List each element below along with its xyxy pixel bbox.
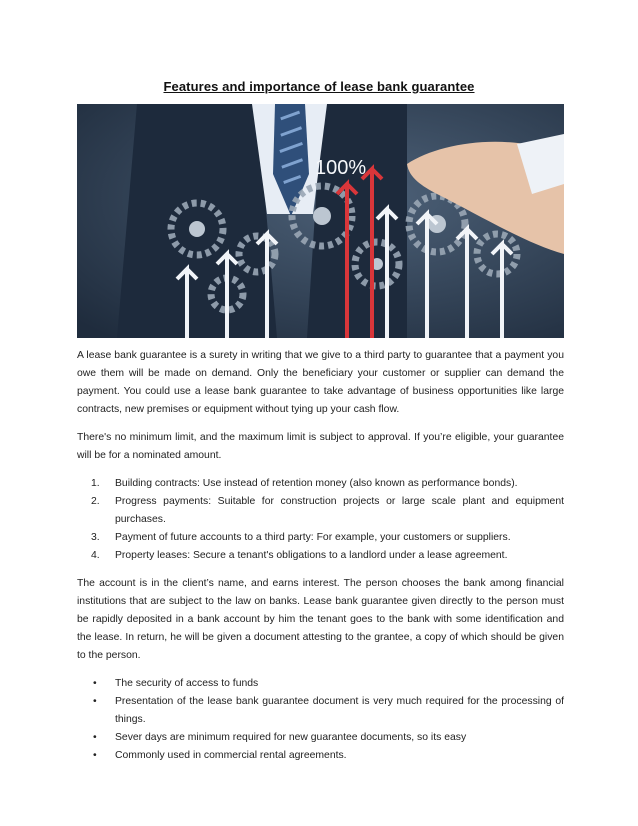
- numbered-list-item: [91, 493, 564, 529]
- bullet-icon: •: [93, 678, 97, 689]
- list-item-text: Payment of future accounts to a third party: For example, your customers or suppliers.: [115, 532, 511, 543]
- list-item-text: The security of access to funds: [115, 678, 259, 689]
- numbered-list-item: [91, 475, 564, 493]
- list-item-text: Commonly used in commercial rental agreements.: [115, 750, 347, 761]
- list-item-text: Property leases: Secure a tenant's obligations to a landlord under a lease agreement.: [115, 550, 508, 561]
- bullet-icon: •: [93, 750, 97, 761]
- numbered-list-item: [91, 547, 564, 565]
- bullet-list-item: [93, 675, 564, 693]
- bullet-list-item: [93, 747, 564, 765]
- list-number: 2.: [91, 496, 100, 507]
- hero-label: 100%: [315, 157, 367, 179]
- list-number: 4.: [91, 550, 100, 561]
- list-item-text: Presentation of the lease bank guarantee document is very much required for the processing of things.: [115, 696, 564, 725]
- bullet-icon: •: [93, 732, 97, 743]
- page-title: Features and importance of lease bank guarantee: [163, 79, 475, 94]
- hero-image: [77, 104, 564, 338]
- list-number: 1.: [91, 478, 100, 489]
- document-body: [77, 347, 564, 775]
- account-paragraph: The account is in the client’s name, and earns interest. The person chooses the bank among financial institutions that are subject to the law on banks. Lease bank guarantee given directly to the person must be rapidly deposited in a bank account by him the tenant goes to the bank with some identification and the lease. In return, he will be given a document attesting to the grantee, a copy of which should be given to the person.: [77, 578, 564, 661]
- limit-paragraph: There's no minimum limit, and the maximum limit is subject to approval. If you’re eligible, your guarantee will be for a nominated amount.: [77, 432, 564, 461]
- bullet-list-item: [93, 693, 564, 729]
- intro-paragraph: A lease bank guarantee is a surety in writing that we give to a third party to guarantee that a payment you owe them will be made on demand. Only the beneficiary your customer or supplier can demand the payment. You could use a lease bank guarantee to take advantage of business opportunities like large contracts, new premises or equipment without tying up your cash flow.: [77, 350, 564, 415]
- bullet-list-item: [93, 729, 564, 747]
- numbered-list-item: [91, 529, 564, 547]
- numbered-list: [77, 475, 564, 565]
- list-item-text: Sever days are minimum required for new guarantee documents, so its easy: [115, 732, 467, 743]
- hero-illustration: [77, 104, 564, 338]
- bullet-icon: •: [93, 696, 97, 707]
- list-item-text: Building contracts: Use instead of retention money (also known as performance bonds).: [115, 478, 518, 489]
- bullet-list: [77, 675, 564, 765]
- list-number: 3.: [91, 532, 100, 543]
- list-item-text: Progress payments: Suitable for construction projects or large scale plant and equipment purchases.: [115, 496, 564, 525]
